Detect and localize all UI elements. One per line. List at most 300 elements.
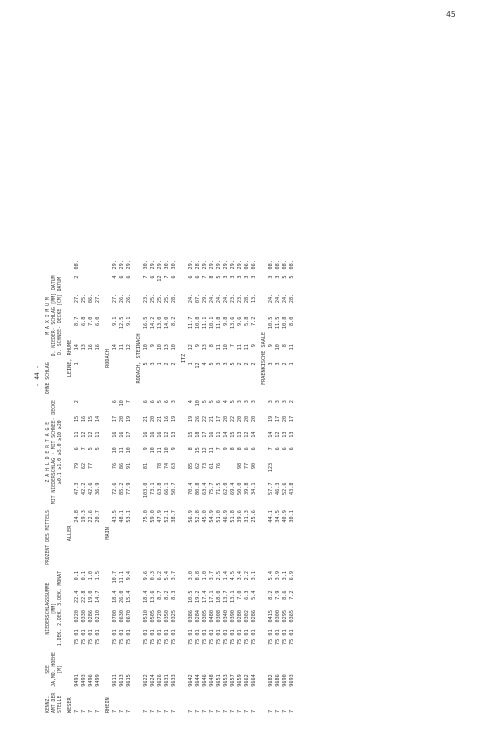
cell-j: 75 01 xyxy=(289,629,295,646)
cell-t3: 22 xyxy=(230,415,236,423)
cell-dt: 23. xyxy=(230,293,236,304)
cell-sd: 7 xyxy=(164,275,170,279)
cell-h: 0286 xyxy=(251,609,257,623)
cell-sd: 6 xyxy=(150,275,156,279)
cell-h: 0340 xyxy=(223,609,229,623)
cell-p: 77 xyxy=(244,462,250,470)
cell-h: 0700 xyxy=(112,609,118,623)
cell-n: 9653 xyxy=(223,674,229,687)
cell-s: 12 xyxy=(126,344,132,351)
cell-sd: 5 xyxy=(289,275,295,279)
cell-h: 0302 xyxy=(244,609,250,623)
cell-t1: 6 xyxy=(275,447,281,451)
cell-d2: 3.1 xyxy=(251,571,257,581)
cell-m: 47.3 xyxy=(74,482,80,495)
header-zahl-der-tage: Z A H L D E R T A G E MIT NIEDERSCHLAG · MIT SCHNEE- DECKE ≥0.1 ≥1.0 ≥5.0 ≥10 ≥20 xyxy=(46,400,63,505)
cell-p: 76 xyxy=(112,462,118,470)
region-header-row xyxy=(258,257,268,716)
cell-s: 16 xyxy=(95,344,101,351)
header-kennz: KENNZ. AMT DER STELLE xyxy=(46,692,63,713)
cell-sdt: 29. xyxy=(223,260,229,270)
cell-t1: 7 xyxy=(216,447,222,451)
cell-m: 43.8 xyxy=(289,482,295,495)
cell-t1: 9 xyxy=(171,447,177,451)
cell-t2: 14 xyxy=(268,431,274,438)
cell-d3: 75.0 xyxy=(143,510,149,523)
cell-j: 75 01 xyxy=(157,629,163,646)
cell-d3: 20.7 xyxy=(95,510,101,523)
header-ns-summe: NIEDERSCHLAGSSUMME [MM] 1.DEK. 2.DEK. 3.DEK. MONAT xyxy=(46,571,63,647)
cell-h: 0510 xyxy=(143,609,149,623)
cell-t4 xyxy=(81,397,88,413)
cell-h: 0295 xyxy=(282,609,288,623)
cell-sd: 3 xyxy=(275,275,281,279)
cell-d3: 25.6 xyxy=(251,510,257,523)
cell-d3: 34.5 xyxy=(275,510,281,523)
cell-t1: 6 xyxy=(244,447,250,451)
cell-s: 11 xyxy=(216,344,222,351)
cell-t1: 10 xyxy=(150,447,156,454)
table-row xyxy=(150,257,157,716)
cell-d2: 2.2 xyxy=(244,571,250,581)
cell-nd: 5.8 xyxy=(244,316,250,326)
table-row xyxy=(81,257,88,716)
cell-t3: 19 xyxy=(268,415,274,423)
cell-t1: 7 xyxy=(81,447,87,451)
cell-sdt: 06. xyxy=(251,260,257,270)
cell-t2: 14 xyxy=(223,431,229,438)
cell-t2: 13 xyxy=(237,431,243,438)
cell-t5 xyxy=(119,359,126,397)
cell-t3: 20 xyxy=(282,415,288,423)
cell-m: 57.7 xyxy=(268,482,274,495)
cell-k: 7 xyxy=(157,709,163,713)
cell-sdt xyxy=(88,257,95,272)
cell-h: 0630 xyxy=(119,609,125,623)
cell-t1: 11 xyxy=(209,447,215,454)
cell-t4: 3 xyxy=(244,400,250,404)
cell-k: 7 xyxy=(195,709,201,713)
cell-sdt: 29. xyxy=(112,260,118,270)
cell-d1: 14.7 xyxy=(95,590,101,604)
cell-k: 7 xyxy=(171,709,177,713)
table-row xyxy=(74,257,81,716)
cell-t1: 6 xyxy=(282,447,288,451)
page-number: 45 xyxy=(446,10,456,19)
cell-t1: 6 xyxy=(74,447,80,451)
cell-d3: 31.3 xyxy=(244,510,250,523)
cell-t2: 11 xyxy=(95,431,101,438)
region-header-row xyxy=(178,257,188,716)
cell-dt: 23. xyxy=(143,293,149,304)
cell-t1: 10 xyxy=(112,447,118,454)
cell-t3: 20 xyxy=(223,415,229,423)
cell-m: 80.8 xyxy=(195,482,201,495)
table-row xyxy=(216,257,223,716)
cell-d3: 52.8 xyxy=(195,510,201,523)
cell-t3: 19 xyxy=(126,415,132,423)
cell-m: 103.0 xyxy=(143,482,149,499)
cell-sd: 3 xyxy=(223,275,229,279)
table-body xyxy=(64,257,296,716)
cell-n: 9642 xyxy=(188,674,194,687)
table-row xyxy=(119,257,126,716)
cell-k: 7 xyxy=(81,709,87,713)
cell-d2: 8.8 xyxy=(195,571,201,581)
cell-d1: 8.2 xyxy=(164,590,170,600)
cell-d2: 0.1 xyxy=(81,571,87,581)
cell-sd: 8 xyxy=(209,275,215,279)
cell-k: 7 xyxy=(119,709,125,713)
cell-t3: 21 xyxy=(143,415,149,423)
cell-t4: 3 xyxy=(171,400,177,404)
cell-sd: 6 xyxy=(126,275,132,279)
cell-m: 85.2 xyxy=(119,482,125,495)
cell-d1: 5.4 xyxy=(251,590,257,600)
cell-t5: 2 xyxy=(237,362,243,366)
cell-sdt: 30. xyxy=(164,260,170,270)
cell-t3: 26 xyxy=(195,415,201,423)
cell-n: 9624 xyxy=(150,674,156,687)
cell-sdt: 29. xyxy=(188,260,194,270)
cell-nd: 13.0 xyxy=(157,316,163,330)
cell-d2: 11.1 xyxy=(119,571,125,584)
cell-sdt xyxy=(81,257,88,272)
cell-j: 75 01 xyxy=(119,629,125,646)
region-header-row xyxy=(64,257,74,716)
cell-d2: 3.7 xyxy=(209,571,215,581)
cell-s: 16 xyxy=(88,344,94,351)
cell-t5: 3 xyxy=(275,362,281,366)
cell-k: 7 xyxy=(112,709,118,713)
cell-m: 77.9 xyxy=(126,482,132,495)
cell-d2: 9.6 xyxy=(143,571,149,581)
cell-dt: 24. xyxy=(275,293,281,304)
cell-nd: 10.1 xyxy=(209,316,215,330)
cell-s: 10 xyxy=(143,344,149,351)
table-row xyxy=(268,257,275,716)
cell-dt: 28. xyxy=(171,293,177,304)
cell-p: 77 xyxy=(88,462,94,470)
cell-p: 61 xyxy=(209,462,215,470)
cell-k: 7 xyxy=(268,709,274,713)
cell-t5 xyxy=(88,359,95,397)
cell-n: 9491 xyxy=(74,674,80,687)
cell-nd: 14.2 xyxy=(150,316,156,330)
cell-m: 62.0 xyxy=(223,482,229,495)
cell-d2: 3.4 xyxy=(237,571,243,581)
cell-k: 7 xyxy=(209,709,215,713)
cell-d1: 10.5 xyxy=(188,590,194,604)
cell-nd: 6.8 xyxy=(81,316,87,326)
cell-n: 9611 xyxy=(112,674,118,687)
cell-d2: 6.9 xyxy=(289,571,295,581)
cell-t2: 12 xyxy=(81,431,87,438)
cell-s: 10 xyxy=(171,344,177,351)
cell-sd: 5 xyxy=(216,275,222,279)
cell-s: 8 xyxy=(282,344,288,348)
cell-t4: 2 xyxy=(289,400,295,404)
cell-h: 0300 xyxy=(275,609,281,623)
cell-t4: 6 xyxy=(216,400,222,404)
cell-d2: 6.2 xyxy=(157,571,163,581)
cell-nd: 11.5 xyxy=(275,316,281,330)
cell-t3: 17 xyxy=(289,415,295,423)
cell-k: 7 xyxy=(216,709,222,713)
cell-t4: 2 xyxy=(74,400,80,404)
cell-d1: 19.0 xyxy=(88,590,94,604)
cell-j: 75 01 xyxy=(237,629,243,646)
cell-sdt: 30. xyxy=(143,260,149,270)
cell-d1: 26.0 xyxy=(119,590,125,604)
region-header-row xyxy=(102,257,112,716)
cell-t1: 6 xyxy=(289,447,295,451)
cell-n: 9644 xyxy=(195,674,201,687)
river-name: RODACH, STEINACH xyxy=(136,333,142,384)
cell-k: 7 xyxy=(126,709,132,713)
cell-t5: 3 xyxy=(268,362,274,366)
cell-p: 85 xyxy=(188,462,194,470)
cell-sd: 5 xyxy=(282,275,288,279)
cell-j: 75 01 xyxy=(202,629,208,646)
cell-s: 14 xyxy=(112,344,118,351)
cell-nd: 8.7 xyxy=(74,316,80,326)
region-name xyxy=(133,607,143,716)
cell-d2: 4.5 xyxy=(230,571,236,581)
cell-dt: 25. xyxy=(157,293,163,304)
cell-dt: 28. xyxy=(244,293,250,304)
cell-p xyxy=(150,460,157,480)
cell-dt: 24. xyxy=(282,293,288,304)
cell-dt: 24. xyxy=(223,293,229,304)
cell-nd: 9.6 xyxy=(237,316,243,326)
cell-t4: 10 xyxy=(119,400,125,407)
cell-j: 75 01 xyxy=(88,629,94,646)
cell-m: 66.1 xyxy=(164,482,170,495)
table-row xyxy=(126,257,133,716)
cell-h: 0670 xyxy=(126,609,132,623)
table-row xyxy=(164,257,171,716)
cell-m: 39.8 xyxy=(244,482,250,495)
cell-t5: 5 xyxy=(230,362,236,366)
cell-dt: 24. xyxy=(209,293,215,304)
cell-t5 xyxy=(126,359,133,397)
cell-h: 0415 xyxy=(268,609,274,623)
cell-t1: 6 xyxy=(251,447,257,451)
cell-t2: 18 xyxy=(195,431,201,438)
cell-d3: 46.9 xyxy=(223,510,229,523)
cell-sdt: 29. xyxy=(216,260,222,270)
cell-t4: 3 xyxy=(275,400,281,404)
cell-dt: 25. xyxy=(150,293,156,304)
cell-sd xyxy=(88,273,95,291)
cell-p xyxy=(282,460,289,480)
cell-t4: 6 xyxy=(143,400,149,404)
cell-sdt: 29. xyxy=(119,260,125,270)
cell-d2: 10.7 xyxy=(112,571,118,584)
cell-t2: 12 xyxy=(88,431,94,438)
cell-d3: 22.6 xyxy=(88,510,94,523)
cell-t4: 7 xyxy=(126,400,132,404)
cell-t2: 11 xyxy=(74,431,80,438)
cell-s: 10 xyxy=(223,344,229,351)
cell-d2: 1.0 xyxy=(88,571,94,581)
cell-d2: 5.4 xyxy=(268,571,274,581)
cell-sdt: 29. xyxy=(237,260,243,270)
cell-h: 0280 xyxy=(237,609,243,623)
cell-t3: 20 xyxy=(119,415,125,423)
cell-dt: 06. xyxy=(88,293,94,304)
cell-dt: 25. xyxy=(81,293,87,304)
cell-d3: 24.8 xyxy=(74,510,80,523)
rotated-table-page xyxy=(28,36,484,716)
cell-dt: 24. xyxy=(216,293,222,304)
cell-d3: 38.7 xyxy=(171,510,177,523)
cell-t4: 6 xyxy=(150,400,156,404)
cell-dt: 13. xyxy=(251,293,257,304)
cell-j: 75 01 xyxy=(150,629,156,646)
cell-t1: 9 xyxy=(223,447,229,451)
cell-m: 34.1 xyxy=(251,482,257,495)
cell-n: 9622 xyxy=(143,674,149,687)
cell-sdt: 29. xyxy=(157,260,163,270)
cell-k: 7 xyxy=(150,709,156,713)
cell-d3: 44.1 xyxy=(268,510,274,523)
cell-d1: 19.2 xyxy=(195,590,201,604)
sub-basin-name xyxy=(133,460,143,607)
cell-m: 42.6 xyxy=(88,482,94,495)
cell-t3: 19 xyxy=(188,415,194,423)
cell-sd: 12 xyxy=(157,275,163,282)
cell-d3: 51.0 xyxy=(216,510,222,523)
cell-t4: 3 xyxy=(251,400,257,404)
cell-t2: 14 xyxy=(251,431,257,438)
cell-t5: 5 xyxy=(209,362,215,366)
cell-s: 12 xyxy=(188,344,194,351)
cell-dt: 26. xyxy=(126,293,132,304)
cell-nd: 9.1 xyxy=(112,316,118,326)
cell-k: 7 xyxy=(251,709,257,713)
cell-n: 9613 xyxy=(119,674,125,687)
cell-dt: 24. xyxy=(268,293,274,304)
cell-s: 13 xyxy=(202,344,208,351)
cell-nd: 16.5 xyxy=(143,316,149,330)
cell-m: 70.4 xyxy=(188,482,194,495)
cell-t2: 16 xyxy=(119,431,125,438)
cell-p: 90 xyxy=(251,462,257,470)
cell-t3: 17 xyxy=(112,415,118,423)
cell-d2: 1.5 xyxy=(95,571,101,581)
table-row xyxy=(237,257,244,716)
cell-m: 50.7 xyxy=(171,482,177,495)
cell-d3: 40.9 xyxy=(282,510,288,523)
cell-d3: 52.1 xyxy=(164,510,170,523)
cell-t1: 11 xyxy=(157,447,163,454)
cell-t2: 16 xyxy=(112,431,118,438)
cell-dt: 27. xyxy=(74,293,80,304)
cell-nd: 6.0 xyxy=(95,316,101,326)
cell-d1: 18.4 xyxy=(143,590,149,604)
cell-n: 9493 xyxy=(81,674,87,687)
cell-sd: 6 xyxy=(119,275,125,279)
table-row xyxy=(251,257,258,716)
cell-t5: 2 xyxy=(282,362,288,366)
cell-t5: 12 xyxy=(195,362,201,369)
cell-h: 0365 xyxy=(289,609,295,623)
cell-t2: 15 xyxy=(188,431,194,438)
cell-t3: 20 xyxy=(237,415,243,423)
cell-t4: 6 xyxy=(164,400,170,404)
cell-sdt: 06. xyxy=(244,260,250,270)
cell-h: 0325 xyxy=(171,609,177,623)
cell-h: 0720 xyxy=(157,609,163,623)
cell-t3: 15 xyxy=(88,415,94,423)
cell-p: 63 xyxy=(171,462,177,470)
cell-t1: 7 xyxy=(268,447,274,451)
cell-j: 75 01 xyxy=(282,629,288,646)
cell-d1: 8.3 xyxy=(171,590,177,600)
cell-sdt: 29. xyxy=(202,260,208,270)
cell-d1: 13.6 xyxy=(150,590,156,604)
cell-d2: 3.1 xyxy=(282,571,288,581)
cell-nd: 10.8 xyxy=(195,316,201,330)
cell-m: 36.9 xyxy=(95,482,101,495)
cell-j: 75 01 xyxy=(188,629,194,646)
cell-sd: 3 xyxy=(237,275,243,279)
cell-k: 7 xyxy=(237,709,243,713)
cell-sdt: 29. xyxy=(230,260,236,270)
cell-d2: 0.3 xyxy=(150,571,156,581)
cell-nd: 11.7 xyxy=(188,316,194,330)
cell-m: 42.2 xyxy=(81,482,87,495)
cell-t4: 3 xyxy=(268,400,274,404)
cell-d2: 3.9 xyxy=(275,571,281,581)
cell-dt: 25. xyxy=(164,293,170,304)
cell-d2: 2.5 xyxy=(216,571,222,581)
table-row xyxy=(244,257,251,716)
table-header xyxy=(46,257,64,716)
cell-t5: 5 xyxy=(143,362,149,366)
cell-d3: 54.9 xyxy=(209,510,215,523)
cell-sdt: 08. xyxy=(275,260,281,270)
cell-sdt: 30. xyxy=(171,260,177,270)
cell-t2: 16 xyxy=(143,431,149,438)
cell-n: 9657 xyxy=(230,674,236,687)
cell-t1: 8 xyxy=(230,447,236,451)
cell-t1: 9 xyxy=(143,447,149,451)
cell-d2: 9.4 xyxy=(126,571,132,581)
cell-j: 75 01 xyxy=(164,629,170,646)
cell-d1: 22.8 xyxy=(81,590,87,604)
cell-t2: 15 xyxy=(230,431,236,438)
cell-m: 71.5 xyxy=(216,482,222,495)
cell-t2: 12 xyxy=(275,431,281,438)
cell-t3: 21 xyxy=(209,415,215,423)
cell-dt: 26. xyxy=(119,293,125,304)
cell-t1: 5 xyxy=(88,447,94,451)
cell-h: 0480 xyxy=(209,609,215,623)
cell-nd: 14.0 xyxy=(164,316,170,330)
cell-n: 9633 xyxy=(171,674,177,687)
table-row xyxy=(143,257,150,716)
cell-sdt: 08. xyxy=(268,260,274,270)
cell-t1: 10 xyxy=(164,447,170,454)
cell-j: 75 01 xyxy=(171,629,177,646)
cell-d2: 1.4 xyxy=(223,571,229,581)
cell-s: 8 xyxy=(209,344,215,348)
cell-sd: 3 xyxy=(251,275,257,279)
cell-s: 11 xyxy=(289,344,295,351)
